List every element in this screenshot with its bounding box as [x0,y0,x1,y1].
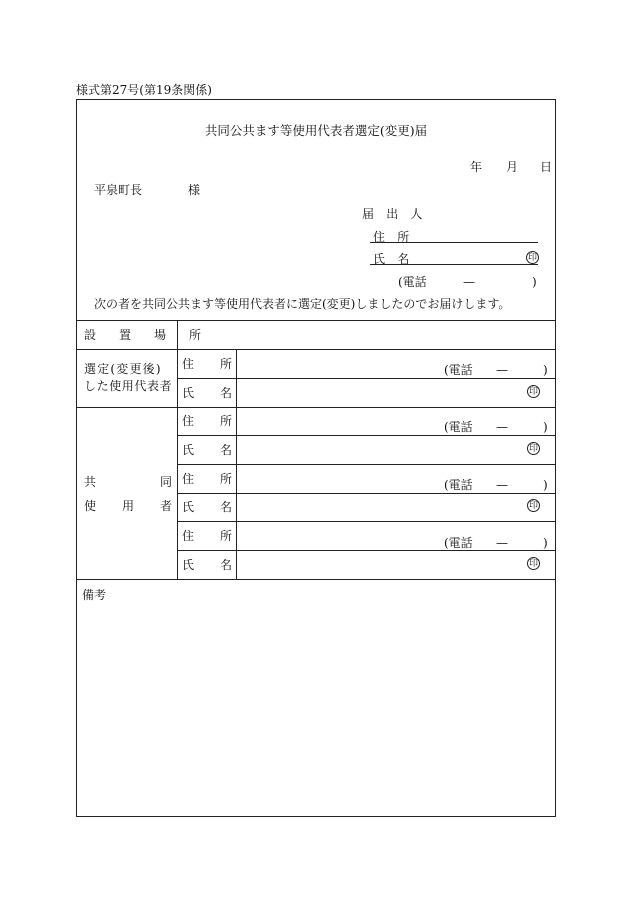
row-line-co2-mid [177,493,556,494]
co3-phone-open: (電話 [444,536,473,550]
date-month-label[interactable]: 月 [506,160,519,174]
rep-name-label-right: 名 [220,386,233,400]
applicant-address-field[interactable] [370,242,538,243]
co-users-label-l1-left: 共 [84,475,97,489]
co2-address-field[interactable] [240,466,550,492]
co1-phone-open: (電話 [444,420,473,434]
rep-address-field[interactable] [240,351,550,377]
co1-address-label-left: 住 [182,414,195,428]
co1-seal-icon: 印 [528,444,538,454]
addressee-honorific: 様 [188,183,201,197]
representative-label-line1: 選定(変更後) [84,362,162,376]
location-label: 設 置 場 所 [84,328,211,342]
co1-name-label-right: 名 [220,443,233,457]
row-line-location [76,349,556,350]
remarks-field[interactable] [80,604,552,812]
rep-seal-icon: 印 [528,387,538,397]
co3-name-field[interactable] [240,552,520,578]
co3-address-field[interactable] [240,523,550,549]
co-users-label-l2-left: 使 [84,499,97,513]
row-line-rep-bottom [76,407,556,408]
co2-phone-close: ) [543,478,548,492]
co1-name-field[interactable] [240,437,520,463]
applicant-name-field[interactable] [370,264,538,265]
co-users-label-l2-right: 者 [160,499,173,513]
row-line-co1-bottom [177,464,556,465]
applicant-phone-dash: — [463,275,475,289]
date-year-label[interactable]: 年 [470,160,483,174]
co-users-label-l2-mid: 用 [122,499,135,513]
co1-name-label-left: 氏 [182,443,195,457]
applicant-address-label: 住 所 [373,230,414,244]
co1-phone-dash: — [496,420,508,434]
rep-address-label-right: 所 [220,357,233,371]
table-bottom-line [76,579,556,580]
applicant-phone-close: ) [532,275,537,289]
applicant-header: 届 出 人 [362,207,427,221]
co2-phone-open: (電話 [444,478,473,492]
applicant-phone-open: (電話 [398,275,427,289]
applicant-name-label: 氏 名 [373,252,414,266]
co2-phone-dash: — [496,478,508,492]
co2-name-field[interactable] [240,495,520,520]
column-line-label [177,320,178,579]
column-line-sublabel [236,349,237,579]
row-line-co1-mid [177,435,556,436]
rep-phone-open: (電話 [444,363,473,377]
rep-phone-close: ) [543,363,548,377]
date-day-label[interactable]: 日 [540,160,553,174]
addressee-name: 平泉町長 [94,183,143,197]
co3-name-label-right: 名 [220,558,233,572]
co1-address-label-right: 所 [220,414,233,428]
co1-phone-close: ) [543,420,548,434]
rep-phone-dash: — [496,363,508,377]
co3-address-label-left: 住 [182,529,195,543]
rep-address-label-left: 住 [182,357,195,371]
rep-name-label-left: 氏 [182,386,195,400]
form-number: 様式第27号(第19条関係) [76,83,212,97]
co1-address-field[interactable] [240,409,550,434]
rep-name-field[interactable] [240,380,520,406]
row-line-rep-mid [177,378,556,379]
co3-name-label-left: 氏 [182,558,195,572]
co3-address-label-right: 所 [220,529,233,543]
co2-name-label-right: 名 [220,500,233,514]
location-field[interactable] [180,322,554,348]
co3-phone-dash: — [496,536,508,550]
co2-seal-icon: 印 [528,501,538,511]
row-line-co2-bottom [177,521,556,522]
co2-address-label-right: 所 [220,472,233,486]
representative-label-line2: した使用代表者 [84,379,173,393]
co2-name-label-left: 氏 [182,500,195,514]
row-line-co3-mid [177,550,556,551]
co-users-label-l1-right: 同 [160,475,173,489]
statement-text: 次の者を共同公共ます等使用代表者に選定(変更)しましたのでお届けします。 [94,297,511,311]
applicant-seal-icon: 印 [527,253,537,263]
form-title: 共同公共ます等使用代表者選定(変更)届 [204,123,428,138]
co2-address-label-left: 住 [182,472,195,486]
co3-phone-close: ) [543,536,548,550]
co3-seal-icon: 印 [528,559,538,569]
remarks-label: 備考 [82,588,107,602]
table-top-line [76,320,556,321]
